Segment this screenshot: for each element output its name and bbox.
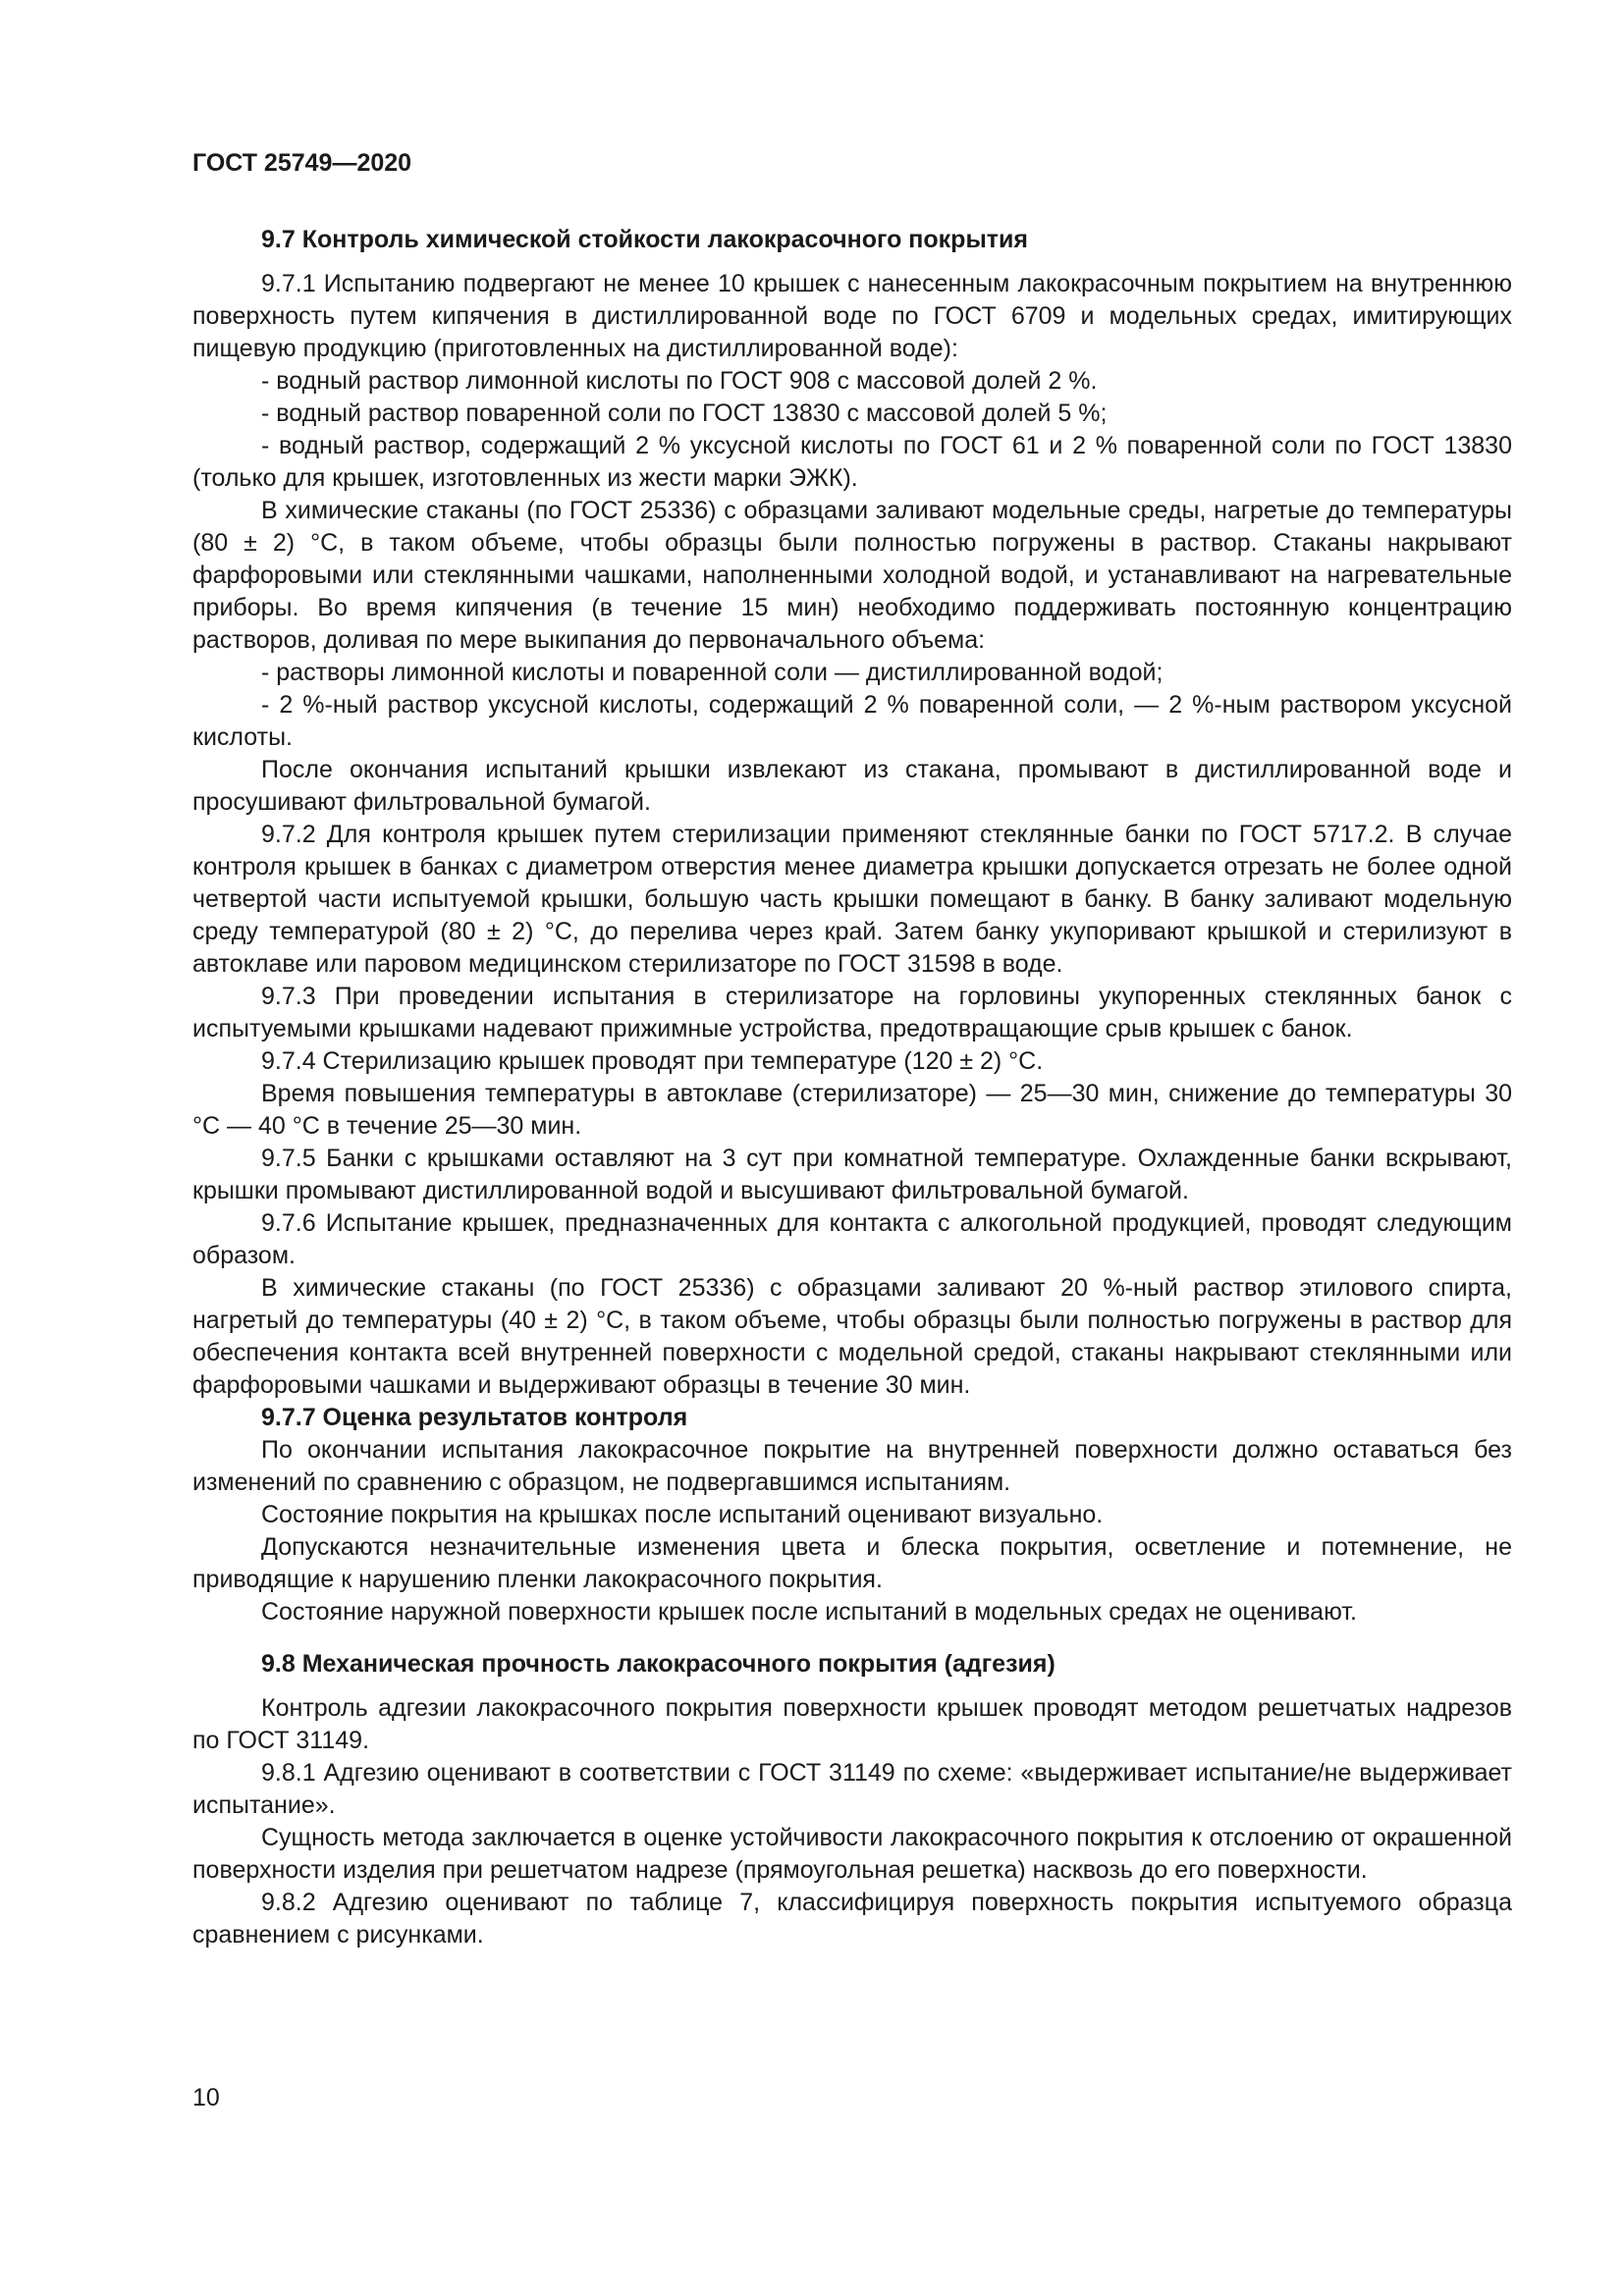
section-9-7-title: 9.7 Контроль химической стойкости лакокрасочного покрытия — [261, 226, 1028, 253]
paragraph: Время повышения температуры в автоклаве (стерилизаторе) — 25—30 мин, снижение до температуры 30 °С — 40 °С в течение 25—30 мин. — [192, 1080, 1512, 1140]
paragraph: После окончания испытаний крышки извлекают из стакана, промывают в дистиллированной воде и просушивают фильтровальной бумагой. — [192, 756, 1512, 816]
page-number: 10 — [192, 2084, 220, 2111]
subsection-9-7-7-title: 9.7.7 Оценка результатов контроля — [261, 1404, 688, 1431]
paragraph: 9.8.2 Адгезию оценивают по таблице 7, классифицируя поверхность покрытия испытуемого образца сравнением с рисунками. — [192, 1889, 1512, 1949]
paragraph: В химические стаканы (по ГОСТ 25336) с образцами заливают 20 %-ный раствор этилового спирта, нагретый до температуры (40 ± 2) °С, в таком объеме, чтобы образцы были полностью погружены в раствор для обеспечения контакта всей внутренней поверхности с модельной средой, стаканы накрывают стеклянными или фарфоровыми чашками и выдерживают образцы в течение 30 мин. — [192, 1274, 1512, 1399]
paragraph: 9.7.2 Для контроля крышек путем стерилизации применяют стеклянные банки по ГОСТ 5717.2. В случае контроля крышек в банках с диаметром отверстия менее диаметра крышки допускается отрезать не более одной четвертой части испытуемой крышки, большую часть крышки помещают в банку. В банку заливают модельную среду температурой (80 ± 2) °С, до перелива через край. Затем банку укупоривают крышкой и стерилизуют в автоклаве или паровом медицинском стерилизаторе по ГОСТ 31598 в воде. — [192, 821, 1512, 978]
paragraph: 9.7.1 Испытанию подвергают не менее 10 крышек с нанесенным лакокрасочным покрытием на внутреннюю поверхность путем кипячения в дистиллированной воде по ГОСТ 6709 и модельных средах, имитирующих пищевую продукцию (приготовленных на дистиллированной воде): — [192, 270, 1512, 362]
document-body — [192, 224, 1512, 1951]
paragraph: Состояние наружной поверхности крышек после испытаний в модельных средах не оценивают. — [261, 1598, 1357, 1626]
paragraph: 9.7.3 При проведении испытания в стерилизаторе на горловины укупоренных стеклянных банок с испытуемыми крышками надевают прижимные устройства, предотвращающие срыв крышек с банок. — [192, 983, 1512, 1042]
paragraph: 9.7.5 Банки с крышками оставляют на 3 сут при комнатной температуре. Охлажденные банки вскрывают, крышки промывают дистиллированной водой и высушивают фильтровальной бумагой. — [192, 1145, 1512, 1204]
list-item: - растворы лимонной кислоты и поваренной соли — дистиллированной водой; — [261, 659, 1164, 686]
list-item: - водный раствор поваренной соли по ГОСТ 13830 с массовой долей 5 %; — [261, 400, 1108, 427]
list — [192, 657, 1512, 754]
paragraph: 9.7.6 Испытание крышек, предназначенных для контакта с алкогольной продукцией, проводят следующим образом. — [192, 1209, 1512, 1269]
list-item: - водный раствор, содержащий 2 % уксусной кислоты по ГОСТ 61 и 2 % поваренной соли по ГОСТ 13830 (только для крышек, изготовленных из жести марки ЭЖК). — [192, 432, 1512, 492]
paragraph: Сущность метода заключается в оценке устойчивости лакокрасочного покрытия к отслоению от окрашенной поверхности изделия при решетчатом надрезе (прямоугольная решетка) насквозь до его поверхности. — [192, 1824, 1512, 1884]
paragraph: В химические стаканы (по ГОСТ 25336) с образцами заливают модельные среды, нагретые до температуры (80 ± 2) °С, в таком объеме, чтобы образцы были полностью погружены в раствор. Стаканы накрывают фарфоровыми или стеклянными чашками, наполненными холодной водой, и устанавливают на нагревательные приборы. Во время кипячения (в течение 15 мин) необходимо поддерживать постоянную концентрацию растворов, доливая по мере выкипания до первоначального объема: — [192, 497, 1512, 654]
paragraph: 9.8.1 Адгезию оценивают в соответствии с ГОСТ 31149 по схеме: «выдерживает испытание/не выдерживает испытание». — [192, 1759, 1512, 1819]
section-9-8-title: 9.8 Механическая прочность лакокрасочного покрытия (адгезия) — [261, 1650, 1056, 1678]
document-number: ГОСТ 25749—2020 — [192, 149, 412, 177]
paragraph: Допускаются незначительные изменения цвета и блеска покрытия, осветление и потемнение, не приводящие к нарушению пленки лакокрасочного покрытия. — [192, 1533, 1512, 1593]
list-item: - водный раствор лимонной кислоты по ГОСТ 908 с массовой долей 2 %. — [261, 367, 1098, 395]
paragraph: 9.7.4 Стерилизацию крышек проводят при температуре (120 ± 2) °С. — [261, 1047, 1044, 1075]
list — [192, 365, 1512, 495]
list-item: - 2 %-ный раствор уксусной кислоты, содержащий 2 % поваренной соли, — 2 %-ным раствором уксусной кислоты. — [192, 691, 1512, 751]
paragraph: Контроль адгезии лакокрасочного покрытия поверхности крышек проводят методом решетчатых надрезов по ГОСТ 31149. — [192, 1694, 1512, 1754]
paragraph: По окончании испытания лакокрасочное покрытие на внутренней поверхности должно оставаться без изменений по сравнению с образцом, не подвергавшимся испытаниям. — [192, 1436, 1512, 1496]
paragraph: Состояние покрытия на крышках после испытаний оценивают визуально. — [261, 1501, 1104, 1528]
